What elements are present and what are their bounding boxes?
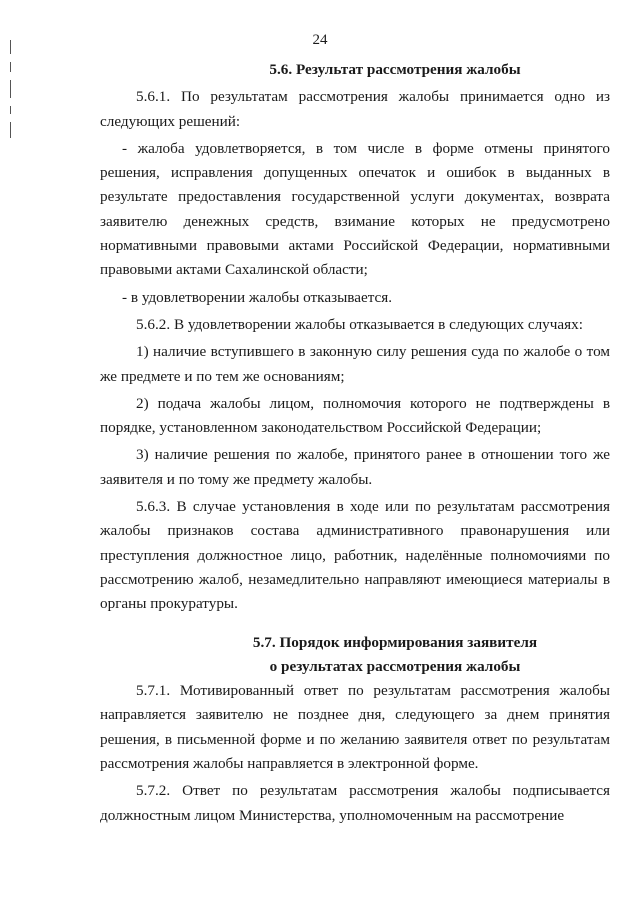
paragraph-5-7-2: 5.7.2. Ответ по результатам рассмотрения жалобы подписывается должностным лицом Министерства, уполномоченным на рассмотрение	[100, 782, 610, 824]
bullet-complaint-satisfied: - жалоба удовлетворяется, в том числе в форме отмены принятого решения, исправления допущенных опечаток и ошибок в выданных в результате предоставления государственной услуги документах, возврата заявителю денежных средств, взимание которых не предусмотрено нормативными правовыми актами Российской Федерации, нормативными правовыми актами Сахалинской области;	[100, 139, 610, 279]
section-heading-5-6: 5.6. Результат рассмотрения жалобы	[269, 61, 521, 78]
document-body	[100, 58, 610, 828]
section-heading-5-7-line-1: 5.7. Порядок информирования заявителя	[252, 633, 538, 651]
scan-margin-marks	[10, 40, 16, 160]
list-item-2: 2) подача жалобы лицом, полномочия которого не подтверждены в порядке, установленном законодательством Российской Федерации;	[100, 394, 610, 437]
bullet-complaint-rejected: - в удовлетворении жалобы отказывается.	[122, 288, 393, 306]
paragraph-5-6-1: 5.6.1. По результатам рассмотрения жалобы принимается одно из следующих решений:	[100, 88, 610, 130]
paragraph-5-7-1: 5.7.1. Мотивированный ответ по результатам рассмотрения жалобы направляется заявителю не позднее дня, следующего за днем принятия решения, в письменной форме и по желанию заявителя ответ по результатам рассмотрения жалобы направляется в электронной форме.	[100, 682, 610, 773]
list-item-1: 1) наличие вступившего в законную силу решения суда по жалобе о том же предмете и по тем же основаниям;	[100, 343, 610, 385]
section-heading-5-7-line-2: о результатах рассмотрения жалобы	[269, 657, 521, 675]
paragraph-5-6-2: 5.6.2. В удовлетворении жалобы отказывается в следующих случаях:	[136, 315, 583, 333]
paragraph-5-6-3: 5.6.3. В случае установления в ходе или по результатам рассмотрения жалобы признаков состава административного правонарушения или преступления должностное лицо, работник, наделённые полномочиями по рассмотрению жалоб, незамедлительно направляют имеющиеся материалы в органы прокуратуры.	[100, 498, 610, 613]
page-number: 24	[312, 32, 328, 48]
list-item-3: 3) наличие решения по жалобе, принятого ранее в отношении того же заявителя и по тому же предмету жалобы.	[100, 446, 610, 488]
